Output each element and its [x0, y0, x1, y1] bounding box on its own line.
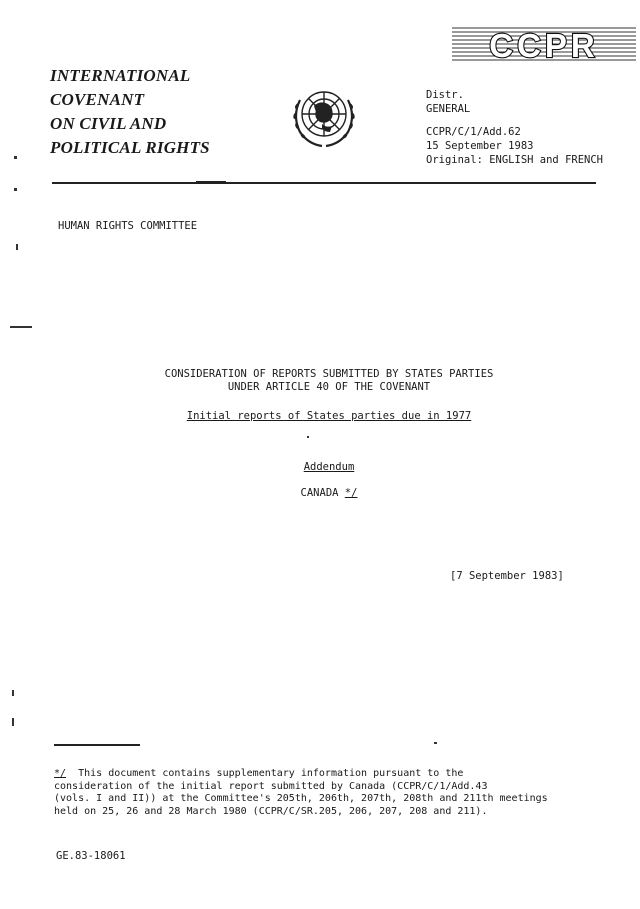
date-received: [7 September 1983]: [450, 570, 564, 582]
scan-mark: [10, 326, 32, 328]
committee-name: HUMAN RIGHTS COMMITTEE: [58, 220, 198, 232]
un-emblem-icon: [288, 80, 360, 152]
scan-speck: [14, 156, 17, 159]
country-footnote-ref: */: [344, 487, 358, 499]
scan-speck: [307, 436, 309, 438]
issue-date: 15 September 1983: [426, 140, 534, 152]
footnote-line-3: (vols. I and II)) at the Committee's 205th, 206th, 207th, 208th and 211th meetings: [54, 793, 548, 804]
distr-level: GENERAL: [426, 103, 471, 115]
document-number: GE.83-18061: [56, 850, 126, 862]
distribution-block: [426, 88, 603, 167]
header-rule-mark: [196, 181, 226, 184]
country-name: CANADA: [300, 487, 339, 499]
header-rule: [52, 182, 596, 184]
distr-label: Distr.: [426, 89, 464, 101]
ccpr-badge: [452, 24, 636, 66]
scan-speck: [434, 742, 437, 744]
footnote-line-2: consideration of the initial report submitted by Canada (CCPR/C/1/Add.43: [54, 780, 488, 792]
footnote-line-4: held on 25, 26 and 28 March 1980 (CCPR/C/SR.205, 206, 207, 208 and 211).: [54, 805, 488, 817]
document-symbol: CCPR/C/1/Add.62: [426, 126, 521, 138]
footnote-marker: */: [54, 768, 67, 779]
heading-line-1: CONSIDERATION OF REPORTS SUBMITTED BY STATES PARTIES: [164, 368, 494, 380]
scan-speck: [16, 244, 18, 250]
footnote-line-1: This document contains supplementary information pursuant to the: [66, 768, 464, 779]
covenant-title: [50, 64, 210, 160]
heading-line-2: UNDER ARTICLE 40 OF THE COVENANT: [227, 381, 431, 393]
title-line-2: COVENANT: [50, 90, 145, 109]
original-languages: Original: ENGLISH and FRENCH: [426, 154, 604, 166]
subheading: Initial reports of States parties due in 1977: [186, 410, 472, 422]
scan-speck: [14, 188, 17, 191]
ccpr-badge-text: CCPR: [489, 27, 599, 64]
title-line-3: ON CIVIL AND: [50, 114, 167, 133]
scan-speck: [12, 718, 14, 726]
footnote-rule: [54, 744, 140, 746]
scan-speck: [12, 690, 14, 696]
addendum-label: Addendum: [303, 461, 355, 473]
country-line: [0, 487, 640, 499]
title-line-4: POLITICAL RIGHTS: [50, 138, 210, 157]
footnote: [54, 768, 548, 818]
title-line-1: INTERNATIONAL: [50, 66, 191, 85]
